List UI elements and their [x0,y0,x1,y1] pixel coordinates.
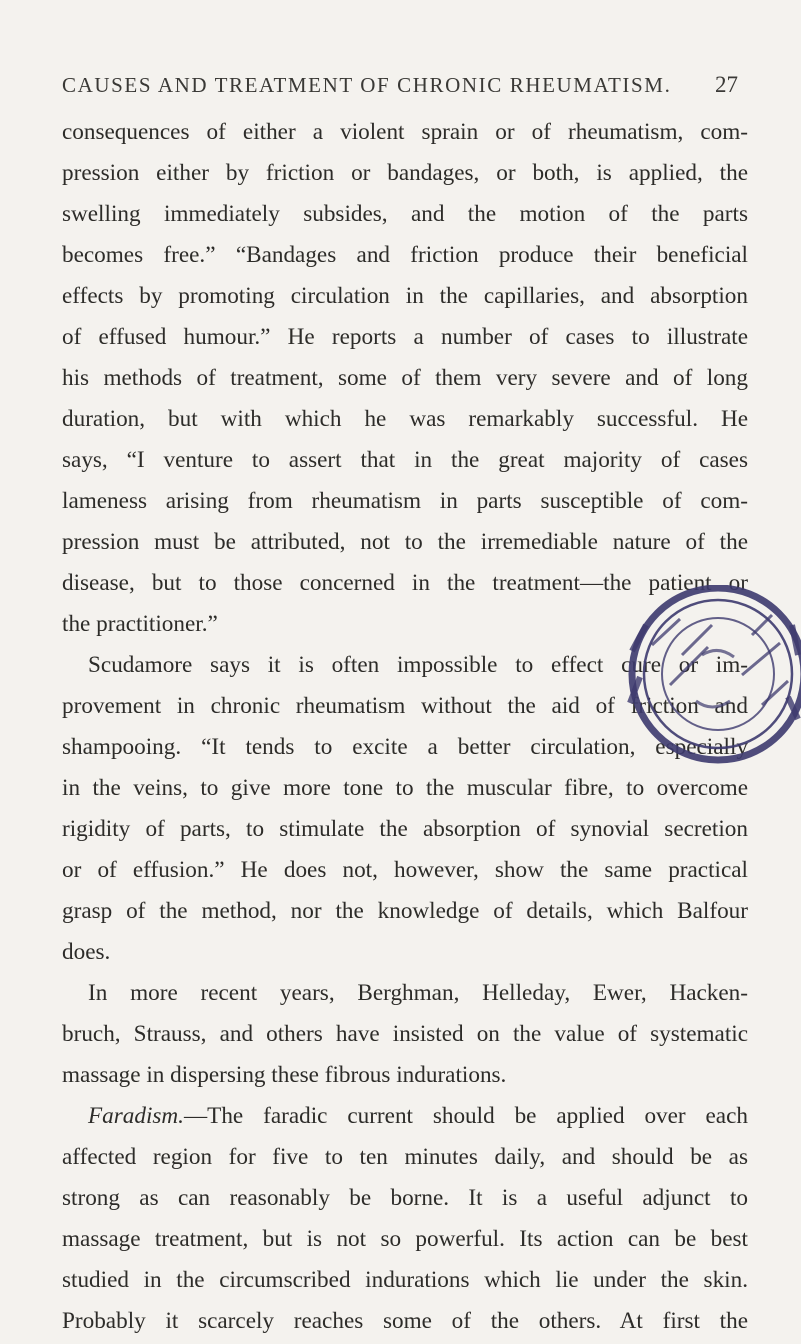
text-line: pression either by friction or bandages, or both, is applied, the [62,160,748,186]
text-line: the practitioner.” [62,611,218,637]
faradism-heading: Faradism. [88,1103,184,1129]
text-line: becomes free.” “Bandages and friction produce their beneficial [62,242,748,268]
text-line: massage treatment, but is not so powerful. Its action can be best [62,1226,748,1252]
page-number: 27 [715,72,738,97]
text-line: studied in the circumscribed indurations which lie under the skin. [62,1267,748,1293]
text-line: Probably it scarcely reaches some of the others. At first the [62,1308,748,1334]
text-line: massage in dispersing these fibrous indurations. [62,1062,507,1088]
text-line: consequences of either a violent sprain or of rheumatism, com- [62,119,748,145]
library-stamp [612,585,801,767]
text-line: affected region for five to ten minutes daily, and should be as [62,1144,748,1170]
text-line: Scudamore says it is often impossible to effect cure or im- [88,652,748,678]
text-line: strong as can reasonably be borne. It is a useful adjunct to [62,1185,748,1211]
text-line: does. [62,939,111,965]
text-line: In more recent years, Berghman, Helleday, Ewer, Hacken- [88,980,748,1006]
text-line: or of effusion.” He does not, however, show the same practical [62,857,748,883]
text-line: provement in chronic rheumatism without the aid of friction and [62,693,748,719]
text-line: of effused humour.” He reports a number of cases to illustrate [62,324,748,350]
text-line: in the veins, to give more tone to the muscular fibre, to overcome [62,775,748,801]
running-head [62,68,738,102]
library-stamp-graphic [612,585,801,767]
text-line: his methods of treatment, some of them very severe and of long [62,365,748,391]
text-line: says, “I venture to assert that in the great majority of cases [62,447,748,473]
text-line: grasp of the method, nor the knowledge of details, which Balfour [62,898,748,924]
text-line: shampooing. “It tends to excite a better circulation, especially [62,734,748,760]
text-line: rigidity of parts, to stimulate the absorption of synovial secretion [62,816,748,842]
text-line: effects by promoting circulation in the capillaries, and absorption [62,283,748,309]
text-line: duration, but with which he was remarkably successful. He [62,406,748,432]
running-title: CAUSES AND TREATMENT OF CHRONIC RHEUMATISM. [62,72,672,97]
text-line: disease, but to those concerned in the treatment—the patient or [62,570,748,596]
faradism-text: —The faradic current should be applied over each [183,1103,748,1129]
text-line: bruch, Strauss, and others have insisted on the value of systematic [62,1021,748,1047]
text-line: swelling immediately subsides, and the motion of the parts [62,201,748,227]
text-line-faradism [62,1096,748,1137]
text-line: pression must be attributed, not to the irremediable nature of the [62,529,748,555]
text-line: lameness arising from rheumatism in parts susceptible of com- [62,488,748,514]
